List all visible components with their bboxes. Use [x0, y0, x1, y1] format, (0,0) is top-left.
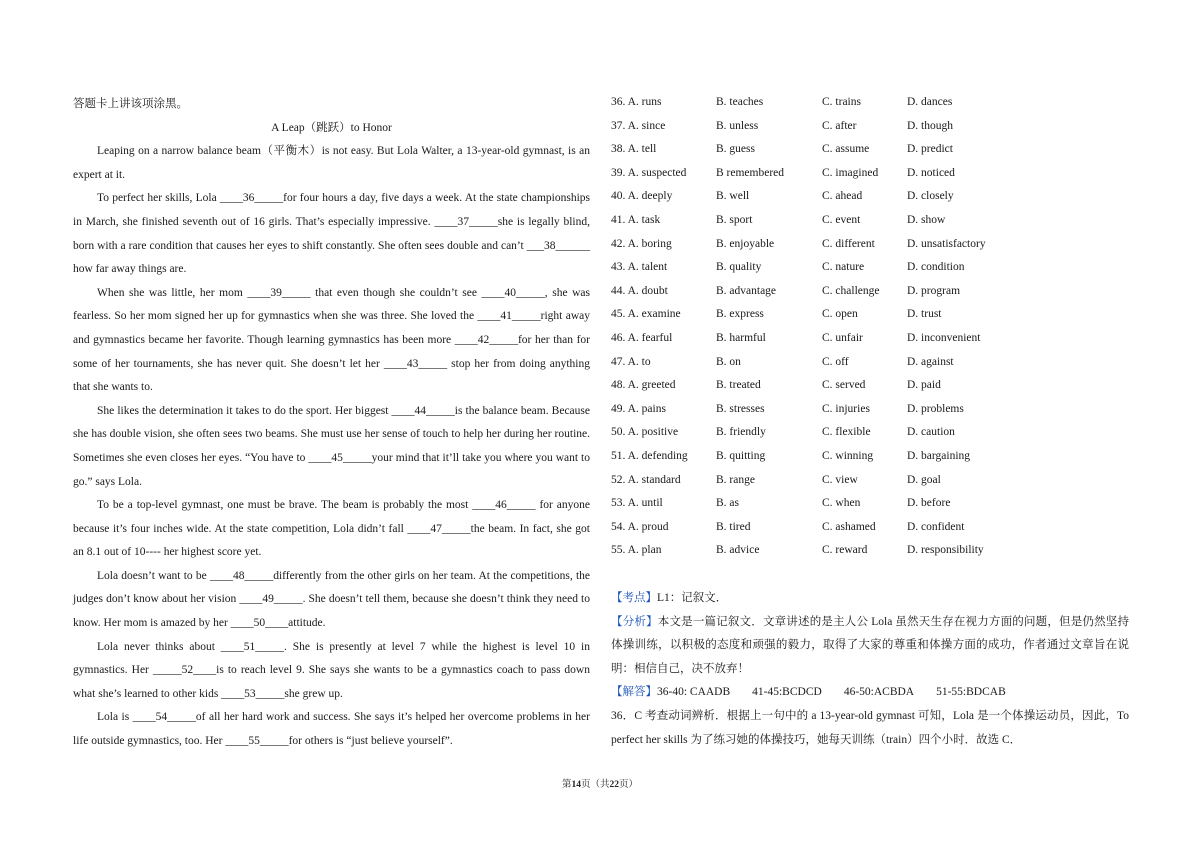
option-b: B. guess	[716, 143, 755, 156]
option-row	[611, 303, 1131, 327]
option-c: C. reward	[822, 544, 868, 557]
option-d: D. though	[907, 119, 953, 132]
kaodian-text: L1：记叙文．	[657, 592, 728, 604]
kaodian-tag: 【考点】	[611, 592, 657, 604]
option-row	[611, 162, 1131, 186]
option-c: C. unfair	[822, 331, 863, 344]
option-b: B. tired	[716, 520, 751, 533]
option-c: C. injuries	[822, 402, 870, 415]
option-row	[611, 138, 1131, 162]
option-a: 48. A. greeted	[611, 379, 676, 392]
option-a: 42. A. boring	[611, 237, 672, 250]
option-a: 52. A. standard	[611, 473, 681, 486]
option-b: B. stresses	[716, 402, 765, 415]
option-c: C. challenge	[822, 284, 880, 297]
option-row	[611, 209, 1131, 233]
option-d: D. show	[907, 213, 946, 226]
option-b: B remembered	[716, 166, 785, 179]
option-b: B. range	[716, 473, 755, 486]
option-d: D. program	[907, 284, 961, 297]
option-d: D. against	[907, 355, 954, 368]
option-a: 45. A. examine	[611, 308, 681, 321]
option-row	[611, 398, 1131, 422]
option-c: C. ashamed	[822, 520, 876, 533]
footer-middle: 页（共	[580, 780, 610, 790]
option-d: D. problems	[907, 402, 964, 415]
option-row	[611, 91, 1131, 115]
option-a: 39. A. suspected	[611, 166, 687, 179]
fenxi-text: 本文是一篇记叙文．文章讲述的是主人公 Lola 虽然天生存在视力方面的问题，但是仍然坚持体操训练，以积极的态度和顽强的毅力，取得了大家的尊重和体操方面的成功，作者通过文章旨在说明：相信自己，决不放弃！	[611, 615, 1129, 675]
passage-paragraph: Lola never thinks about ____51_____. She is presently at level 7 while the highest is level 10 in gymnastics. Her _____52____is to reach level 9. She says she wants to be a gymnastics coach to pass down what she’s learned to other kids ____53_____she grew up.	[73, 640, 590, 700]
option-c: C. winning	[822, 449, 874, 462]
option-d: D. predict	[907, 143, 953, 156]
option-d: D. paid	[907, 379, 941, 392]
option-a: 38. A. tell	[611, 143, 657, 156]
option-b: B. advantage	[716, 284, 777, 297]
option-row	[611, 351, 1131, 375]
option-c: C. assume	[822, 143, 870, 156]
answer-group: 51-55:BDCAB	[936, 686, 1006, 699]
option-b: B. advice	[716, 544, 760, 557]
option-row	[611, 421, 1131, 445]
option-c: C. trains	[822, 96, 861, 108]
option-a: 37. A. since	[611, 119, 666, 132]
option-a: 40. A. deeply	[611, 190, 673, 203]
options-table	[611, 91, 1131, 563]
answer-group: 41-45:BCDCD	[752, 686, 822, 699]
option-row	[611, 539, 1131, 563]
kaodian-line	[611, 587, 1129, 611]
fenxi-tag: 【分析】	[611, 615, 658, 628]
option-b: B. quality	[716, 261, 762, 274]
option-row	[611, 115, 1131, 139]
passage-paragraph: To perfect her skills, Lola ____36_____for four hours a day, five days a week. At the state championships in March, she finished seventh out of 16 girls. That’s especially impressive. ____37_____she is legally blind, born with a rare condition that causes her eyes to shift constantly. She often sees double and can’t ___38______ how far away things are.	[73, 192, 590, 276]
option-b: B. express	[716, 308, 764, 321]
option-c: C. flexible	[822, 426, 871, 439]
footer-page-number: 14	[571, 780, 581, 790]
option-c: C. view	[822, 473, 858, 486]
option-c: C. different	[822, 237, 875, 250]
passage-paragraph: Leaping on a narrow balance beam（平衡木）is not easy. But Lola Walter, a 13-year-old gymnast, is an expert at it.	[73, 145, 590, 181]
answers-line	[611, 681, 1129, 705]
fenxi-line	[611, 611, 1129, 682]
option-b: B. quitting	[716, 449, 766, 462]
option-d: D. goal	[907, 473, 941, 486]
footer-suffix: 页）	[619, 780, 639, 790]
option-d: D. condition	[907, 261, 965, 274]
option-d: D. confident	[907, 520, 965, 533]
option-b: B. friendly	[716, 426, 766, 439]
option-a: 53. A. until	[611, 497, 663, 510]
passage-column	[73, 93, 590, 754]
option-b: B. enjoyable	[716, 237, 775, 250]
option-d: D. caution	[907, 426, 955, 439]
option-a: 36. A. runs	[611, 96, 662, 108]
passage-paragraph: To be a top-level gymnast, one must be brave. The beam is probably the most ____46_____ for anyone because it’s four inches wide. At the state competition, Lola didn’t fall ____47_____the beam. In fact, she got an 8.1 out of 10---- her highest score yet.	[73, 499, 590, 559]
option-d: D. unsatisfactory	[907, 237, 986, 250]
option-a: 41. A. task	[611, 213, 661, 226]
option-b: B. treated	[716, 379, 761, 392]
option-row	[611, 256, 1131, 280]
option-b: B. well	[716, 190, 750, 203]
passage-paragraph: Lola is ____54_____of all her hard work and success. She says it’s helped her overcome problems in her life outside gymnastics, too. Her ____55_____for others is “just believe yourself”.	[73, 711, 590, 748]
option-row	[611, 280, 1131, 304]
explanation-text: 36．C 考查动词辨析．根据上一句中的 a 13-year-old gymnast 可知，Lola 是一个体操运动员，因此，To perfect her skills 为了练习她的体操技巧，她每天训练（train）四个小时．故选 C．	[611, 709, 1129, 746]
option-c: C. event	[822, 213, 861, 226]
option-b: B. teaches	[716, 96, 764, 108]
passage-title: A Leap（跳跃）to Honor	[271, 121, 392, 134]
answer-group: 46-50:ACBDA	[843, 686, 915, 699]
analysis-section	[611, 587, 1129, 752]
option-d: D. inconvenient	[907, 331, 981, 344]
option-b: B. sport	[716, 213, 753, 226]
passage-paragraph: She likes the determination it takes to do the sport. Her biggest ____44_____is the balance beam. Because she has double vision, she often sees two beams. She must use her sense of touch to help her during her routine. Sometimes she even closes her eyes. “You have to ____45_____your mind that it’ll take you where you want to go.” says Lola.	[73, 404, 590, 488]
option-a: 46. A. fearful	[611, 331, 673, 344]
option-d: D. dances	[907, 96, 953, 108]
option-a: 55. A. plan	[611, 544, 662, 557]
option-c: C. off	[822, 355, 849, 368]
option-a: 47. A. to	[611, 355, 651, 368]
answer-group: 36-40: CAADB	[657, 686, 731, 699]
option-c: C. ahead	[822, 190, 863, 203]
option-b: B. as	[716, 497, 739, 510]
option-a: 54. A. proud	[611, 520, 669, 533]
option-b: B. harmful	[716, 331, 766, 344]
option-row	[611, 185, 1131, 209]
option-c: C. when	[822, 497, 861, 510]
option-b: B. unless	[716, 119, 759, 132]
option-c: C. open	[822, 308, 858, 321]
option-row	[611, 374, 1131, 398]
footer-prefix: 第	[561, 780, 572, 790]
option-a: 44. A. doubt	[611, 284, 668, 297]
page-footer	[0, 776, 1200, 790]
option-d: D. trust	[907, 308, 942, 321]
option-a: 51. A. defending	[611, 449, 688, 462]
option-a: 50. A. positive	[611, 426, 679, 439]
option-d: D. noticed	[907, 166, 955, 179]
option-d: D. responsibility	[907, 544, 984, 557]
option-c: C. nature	[822, 261, 865, 274]
passage-paragraph: Lola doesn’t want to be ____48_____differently from the other girls on her team. At the competitions, the judges don’t know about her vision ____49_____. She doesn’t tell them, because she doesn’t think they need to know. Her mom is amazed by her ____50____attitude.	[73, 569, 590, 630]
option-row	[611, 327, 1131, 351]
option-b: B. on	[716, 355, 741, 368]
footer-total-pages: 22	[609, 780, 619, 790]
option-row	[611, 445, 1131, 469]
option-d: D. before	[907, 497, 951, 510]
option-c: C. served	[822, 379, 866, 392]
option-d: D. closely	[907, 190, 954, 203]
option-row	[611, 492, 1131, 516]
option-row	[611, 469, 1131, 493]
option-a: 49. A. pains	[611, 402, 666, 415]
option-a: 43. A. talent	[611, 261, 668, 274]
option-row	[611, 516, 1131, 540]
option-d: D. bargaining	[907, 449, 971, 462]
passage-paragraph: When she was little, her mom ____39_____ that even though she couldn’t see ____40_____, she was fearless. So her mom signed her up for gymnastics when she was three. She loved the ____41_____right away and gymnastics became her favorite. Though learning gymnastics has been more ____42_____for her than for some of her tournaments, she has never quit. She doesn’t let her ____43_____ stop her from doing anything that she wants to.	[73, 286, 590, 394]
option-row	[611, 233, 1131, 257]
option-c: C. imagined	[822, 166, 879, 179]
option-c: C. after	[822, 119, 857, 132]
jieda-tag: 【解答】	[611, 686, 657, 699]
instruction-line: 答题卡上讲该项涂黑。	[73, 98, 188, 110]
